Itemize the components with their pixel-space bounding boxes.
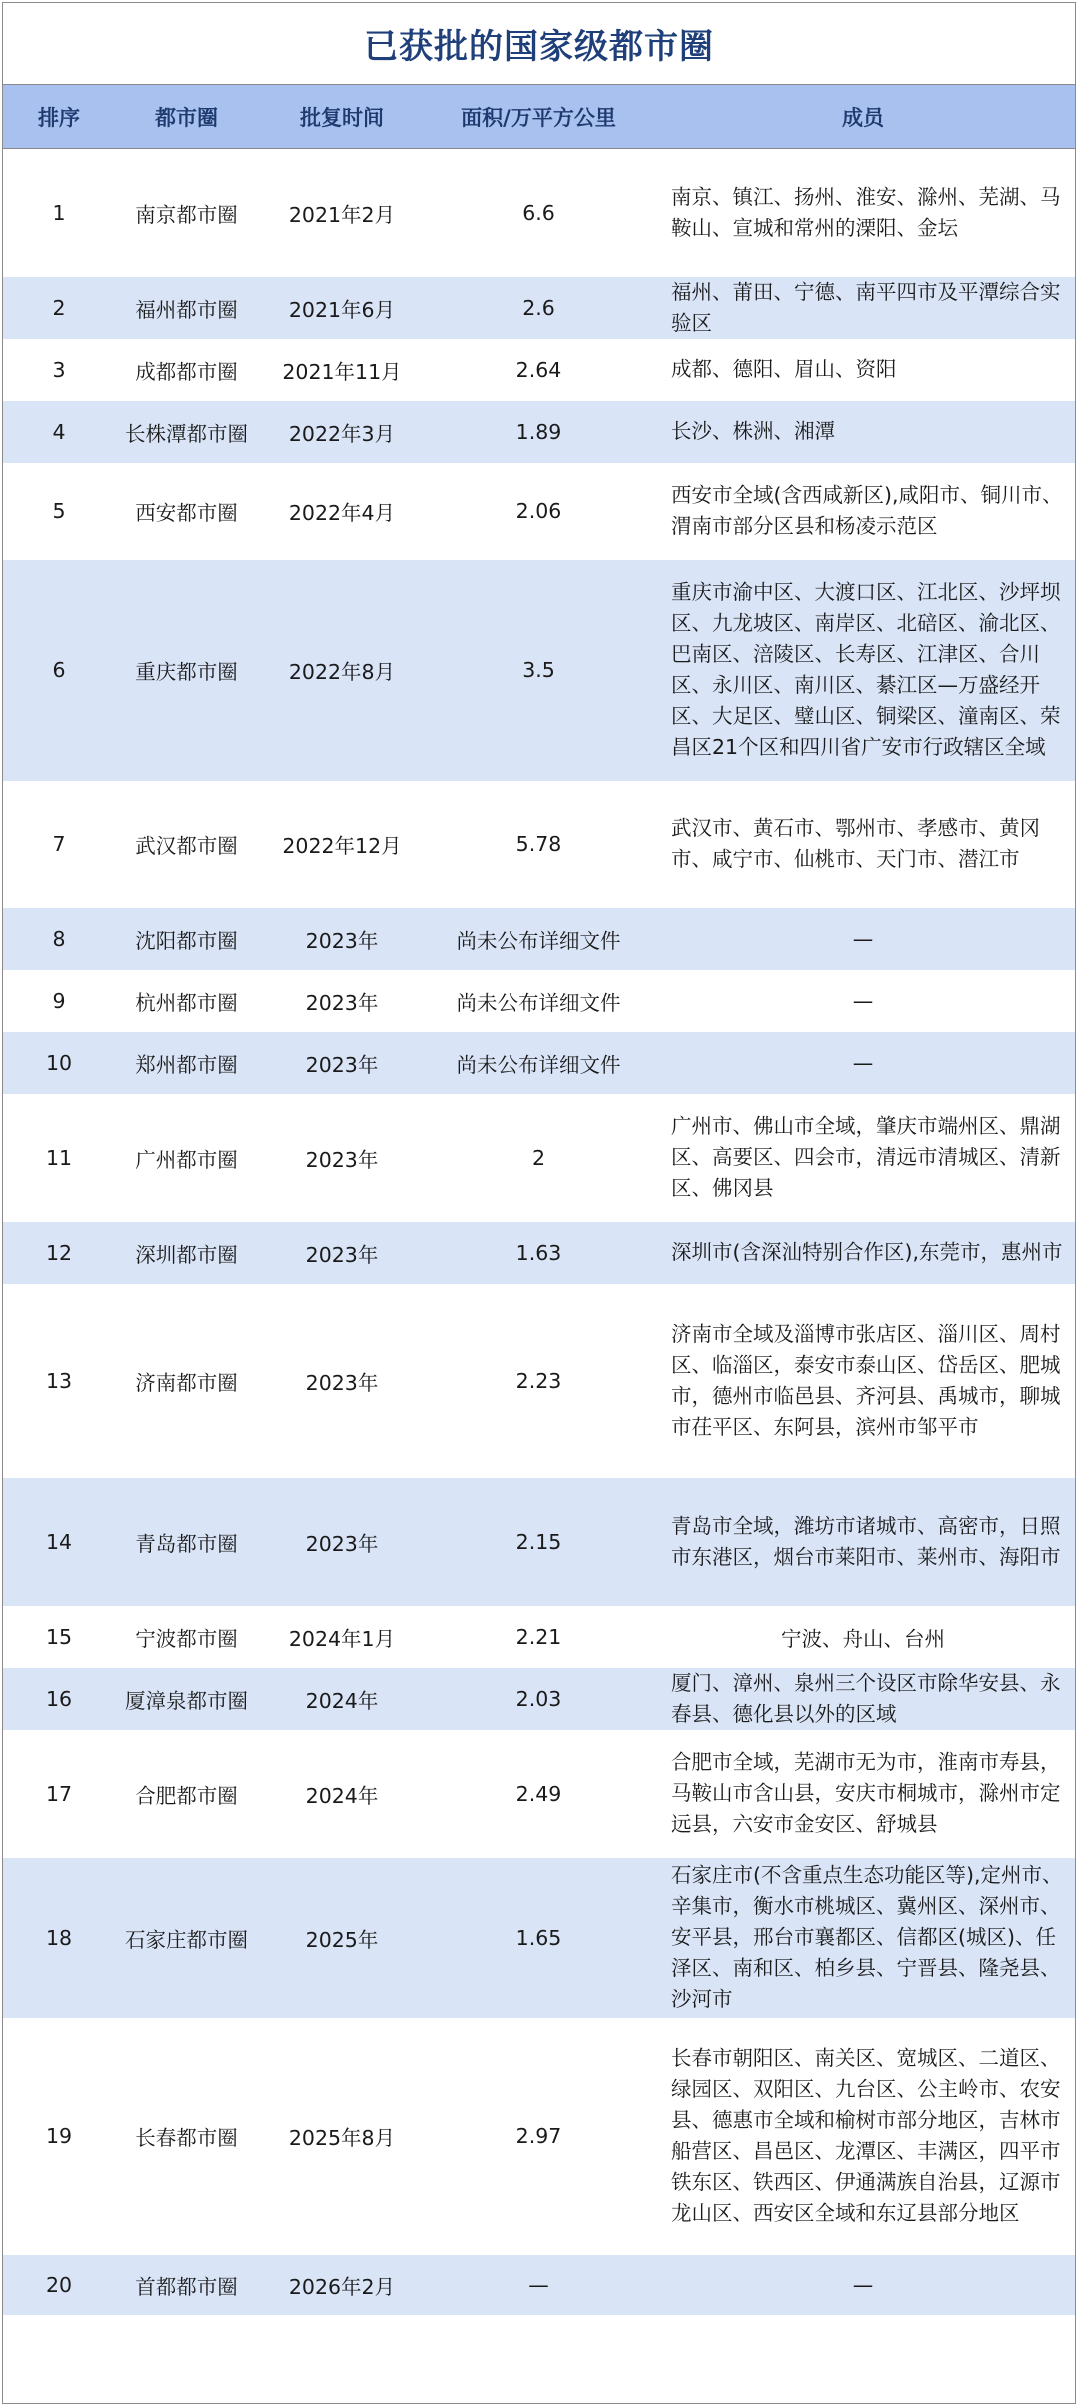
row-members: 广州市、佛山市全域，肇庆市端州区、鼎湖区、高要区、四会市，清远市清城区、清新区、佛冈县 [671,1114,1061,1200]
row-date: 2023年 [258,1478,426,1606]
row-area: 2.15 [426,1478,651,1606]
row-name: 广州都市圈 [135,1147,238,1172]
row-date: 2022年12月 [282,834,402,858]
row-members: — [651,2255,1075,2315]
row-rank: 2 [3,277,115,339]
row-members: 武汉市、黄石市、鄂州市、孝感市、黄冈市、咸宁市、仙桃市、天门市、潜江市 [671,816,1040,871]
row-members: 合肥市全域，芜湖市无为市，淮南市寿县，马鞍山市含山县，安庆市桐城市，滁州市定远县，六安市金安区、舒城县 [671,1750,1061,1836]
row-name: 首都都市圈 [115,2255,258,2315]
table-row [3,1858,1075,2018]
table-row [3,1478,1075,1606]
row-date: 2021年11月 [282,359,402,384]
row-area: 2.49 [515,1781,562,1806]
row-members: — [852,988,874,1013]
row-rank: 5 [52,499,66,523]
row-members: 宁波、舟山、台州 [781,1626,945,1651]
row-members: 成都、德阳、眉山、资阳 [671,357,897,381]
row-rank: 9 [52,988,66,1013]
row-date: 2023年 [305,990,379,1015]
row-name: 深圳都市圈 [115,1222,258,1284]
header-name: 都市圈 [115,85,258,149]
row-name: 长春都市圈 [135,2126,238,2150]
table-title: 已获批的国家级都市圈 [3,3,1075,85]
row-members: 厦门、漳州、泉州三个设区市除华安县、永春县、德化县以外的区域 [651,1668,1075,1730]
row-rank: 12 [3,1222,115,1284]
table-row [3,463,1075,560]
row-members: — [651,908,1075,970]
row-members: 福州、莆田、宁德、南平四市及平潭综合实验区 [651,277,1075,339]
table-row [3,560,1075,781]
row-date: 2024年 [305,1783,379,1808]
table-row [3,908,1075,970]
row-name: 青岛都市圈 [115,1478,258,1606]
row-name: 成都都市圈 [135,359,238,384]
row-members: 深圳市(含深汕特别合作区),东莞市，惠州市 [651,1222,1075,1284]
table-row [3,401,1075,463]
row-rank: 8 [3,908,115,970]
row-rank: 4 [3,401,115,463]
row-area: 5.78 [515,832,562,856]
header-date: 批复时间 [258,85,426,149]
row-name: 西安都市圈 [135,501,238,525]
row-name: 杭州都市圈 [135,990,238,1015]
row-rank: 11 [45,1145,73,1170]
row-area: 1.89 [426,401,651,463]
row-members: 青岛市全域，潍坊市诸城市、高密市，日照市东港区，烟台市莱阳市、莱州市、海阳市 [651,1478,1075,1606]
row-rank: 7 [52,832,66,856]
table-row [3,2018,1075,2255]
row-date: 2025年 [258,1858,426,2018]
table-row [3,1606,1075,1668]
row-rank: 16 [3,1668,115,1730]
row-members: 石家庄市(不含重点生态功能区等),定州市、辛集市，衡水市桃城区、冀州区、深州市、安平县，邢台市襄都区、信都区(城区)、任泽区、南和区、柏乡县、宁晋县、隆尧县、沙河市 [651,1858,1075,2018]
row-date: 2023年 [305,1147,379,1172]
table-row [3,2255,1075,2315]
row-rank: 20 [3,2255,115,2315]
row-rank: 3 [52,357,66,382]
table-row [3,339,1075,401]
table-row [3,781,1075,908]
row-members: 南京、镇江、扬州、淮安、滁州、芜湖、马鞍山、宣城和常州的溧阳、金坛 [671,184,1061,240]
row-members: 长春市朝阳区、南关区、宽城区、二道区、绿园区、双阳区、九台区、公主岭市、农安县、德惠市全域和榆树市部分地区，吉林市船营区、昌邑区、龙潭区、丰满区，四平市铁东区、铁西区、伊通满族自治县，辽源市龙山区、西安区全域和东辽县部分地区 [671,2046,1061,2225]
row-date: 2023年 [258,1222,426,1284]
table-row [3,1094,1075,1222]
row-area: 2.06 [515,499,562,523]
row-name: 福州都市圈 [115,277,258,339]
row-members: — [651,1032,1075,1094]
row-rank: 10 [3,1032,115,1094]
row-area: 2.97 [515,2124,562,2148]
row-rank: 6 [3,560,115,781]
row-rank: 18 [3,1858,115,2018]
row-area: 尚未公布详细文件 [426,1032,651,1094]
header-area: 面积/万平方公里 [426,85,651,149]
row-date: 2022年8月 [258,560,426,781]
row-area: 3.5 [426,560,651,781]
row-date: 2023年 [258,908,426,970]
row-name: 厦漳泉都市圈 [115,1668,258,1730]
table-row [3,1032,1075,1094]
row-rank: 15 [45,1624,73,1649]
metro-area-table [3,85,1075,2315]
row-date: 2022年4月 [288,501,396,525]
row-members: 西安市全域(含西咸新区),咸阳市、铜川市、渭南市部分区县和杨凌示范区 [671,483,1063,538]
row-area: — [426,2255,651,2315]
row-rank: 14 [3,1478,115,1606]
row-date: 2021年6月 [258,277,426,339]
row-members: 长沙、株洲、湘潭 [651,401,1075,463]
row-name: 沈阳都市圈 [115,908,258,970]
table-body [3,149,1075,2315]
row-rank: 1 [52,200,66,225]
header-members: 成员 [651,85,1075,149]
table-row [3,1730,1075,1858]
row-members: 重庆市渝中区、大渡口区、江北区、沙坪坝区、九龙坡区、南岸区、北碚区、渝北区、巴南区、涪陵区、长寿区、江津区、合川区、永川区、南川区、綦江区—万盛经开区、大足区、璧山区、铜梁区、潼南区、荣昌区21个区和四川省广安市行政辖区全域 [651,560,1075,781]
row-date: 2022年3月 [258,401,426,463]
header-rank: 排序 [3,85,115,149]
row-date: 2026年2月 [258,2255,426,2315]
row-date: 2021年2月 [288,202,396,227]
row-area: 尚未公布详细文件 [456,990,621,1015]
row-date: 2023年 [305,1370,379,1395]
row-area: 2.03 [426,1668,651,1730]
row-area: 尚未公布详细文件 [426,908,651,970]
row-name: 济南都市圈 [135,1370,238,1395]
row-name: 郑州都市圈 [115,1032,258,1094]
row-date: 2023年 [258,1032,426,1094]
table-row [3,149,1075,277]
row-name: 南京都市圈 [135,202,238,227]
row-area: 2 [531,1145,546,1170]
row-rank: 19 [45,2124,73,2148]
table-row [3,1668,1075,1730]
row-rank: 13 [45,1368,73,1393]
table-frame [2,2,1076,2404]
row-area: 1.63 [426,1222,651,1284]
row-area: 2.64 [515,357,562,382]
table-row [3,970,1075,1032]
row-rank: 17 [45,1781,73,1806]
row-area: 2.6 [426,277,651,339]
row-area: 2.23 [515,1368,562,1393]
row-name: 石家庄都市圈 [115,1858,258,2018]
row-date: 2024年1月 [288,1626,396,1651]
table-row [3,1284,1075,1478]
row-name: 武汉都市圈 [135,834,238,858]
row-name: 合肥都市圈 [135,1783,238,1808]
row-members: 济南市全域及淄博市张店区、淄川区、周村区、临淄区，泰安市泰山区、岱岳区、肥城市，德州市临邑县、齐河县、禹城市，聊城市茌平区、东阿县，滨州市邹平市 [671,1321,1061,1439]
row-date: 2024年 [258,1668,426,1730]
row-area: 1.65 [426,1858,651,2018]
header-row [3,85,1075,149]
row-area: 6.6 [522,200,555,225]
row-name: 重庆都市圈 [115,560,258,781]
row-name: 宁波都市圈 [135,1626,238,1651]
row-name: 长株潭都市圈 [115,401,258,463]
table-row [3,277,1075,339]
table-row [3,1222,1075,1284]
row-date: 2025年8月 [288,2126,396,2150]
row-area: 2.21 [515,1624,562,1649]
